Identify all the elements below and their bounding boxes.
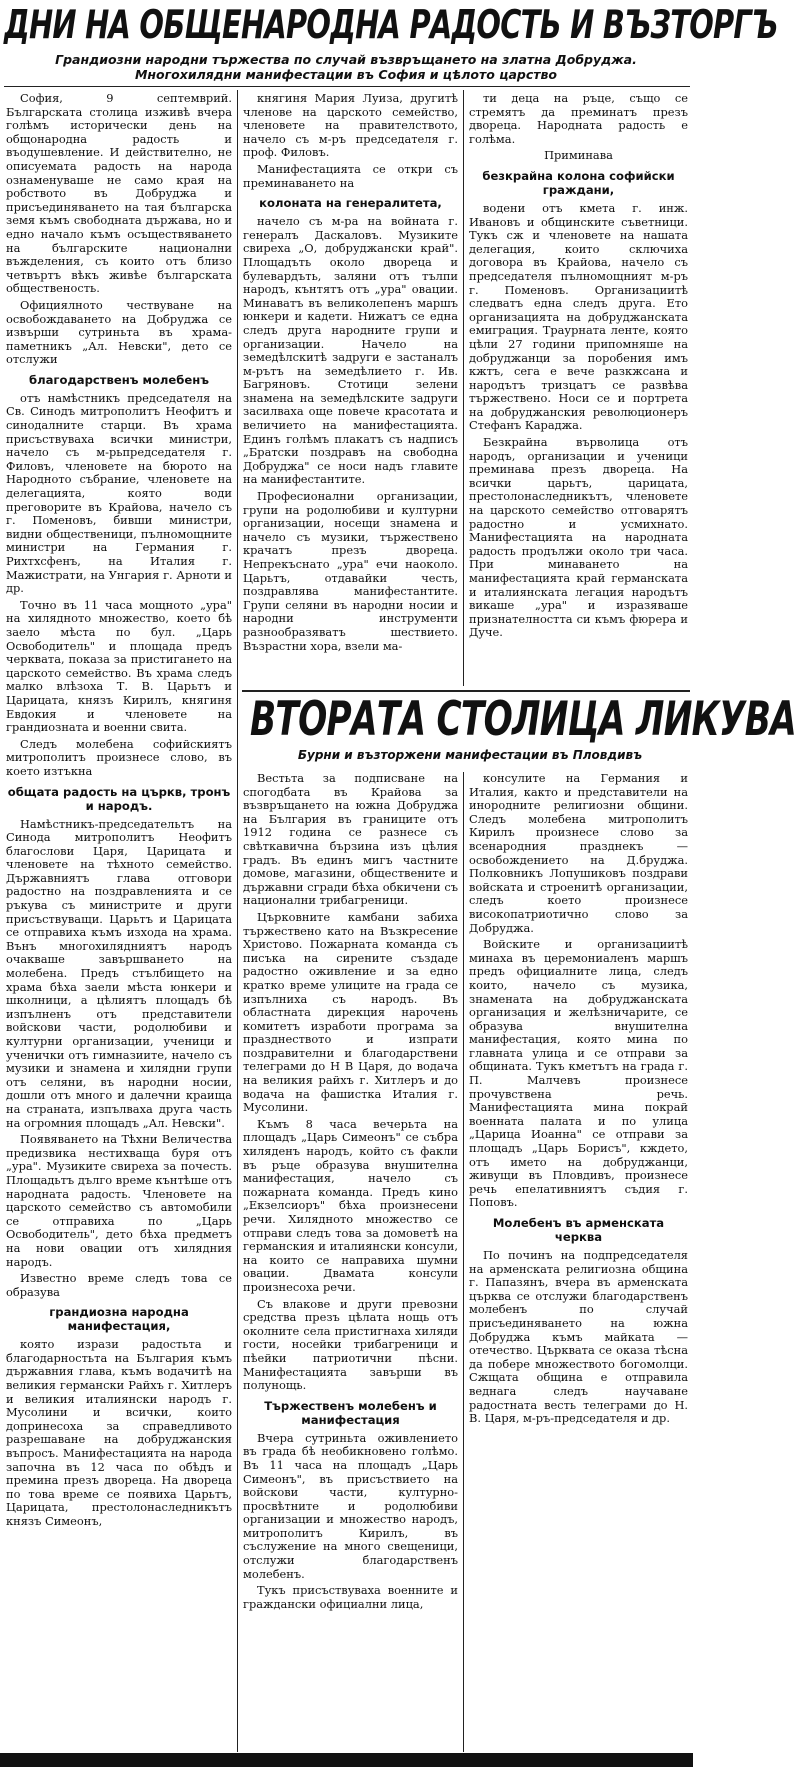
col1-paragraph: Официялното чествуване на освобождаването на Добруджа се извърши сутриньта въ храма-паметникъ „Ал. Невски", дето се отслужи <box>6 297 232 367</box>
col3-paragraph: Приминава <box>544 148 613 163</box>
main-subheadline: Грандиозни народни тържества по случай възвръщането на златна Добруджа. Многохилядни манифестации въ София и цѣлото царство <box>55 52 637 82</box>
second-headline: ВТОРАТА СТОЛИЦА ЛИКУВА <box>250 692 796 747</box>
col3-subheading: безкрайна колона софийски граждани, <box>482 168 675 197</box>
bottom-border <box>0 1753 693 1767</box>
col2-subheading: колоната на генералитета, <box>259 196 442 211</box>
col1-subheading: общата радость на църкв, тронъ и народъ. <box>7 784 231 813</box>
col1-paragraph: Следъ молебена софийскиятъ митрополитъ произнесе слово, въ което изтъкна <box>6 736 232 778</box>
column-1 <box>6 92 232 1752</box>
column-2-bottom <box>243 772 458 1752</box>
col3b-subheading: Молебенъ въ арменската черква <box>492 1216 665 1244</box>
col1-paragraph: която изрази радостьта и благодарностьта на България къмъ държавния глава, къмъ водачитѣ на великия германски Райхъ г. Хитлеръ и великия италиянски народъ г. Мусолини и всички, които допринесоха за справедливото разрешаване на добруджанския въпросъ. Манифестацията на народа започна въ 12 часа по обѣдъ и премина презъ двореца. На двореца по това време се появиха Царьтъ, Царицата, престолонаследникътъ князъ Симеонъ, <box>6 1337 232 1528</box>
col2b-paragraph: Църковните камбани забиха тържествено като на Възкресение Христово. Пожарната команда съ писъка на сирените създаде радостно оживление и за едно кратко време улиците на града се изпълниха съ народъ. Въ областната дирекция нарочень комитетъ изработи програма за празднеството и изпрати поздравителни и благодарствени телеграми до Н В Царя, до водача на великия райхъ г. Хитлеръ и до водача на фашистка Италия г. Мусолини. <box>243 909 458 1115</box>
col2b-paragraph: Тукъ присъствуваха военните и граждански официални лица, <box>243 1583 458 1611</box>
column-divider-2-top <box>463 90 464 686</box>
col2-paragraph: Професионални организации, групи на родолюбиви и културни организации, носещи знамена и начело съ музики, тържествено крачатъ презъ двореца. Непрекъснато „ура" ечи наоколо. Царьтъ, отдавайки честь, поздравлява манифестантите. Групи селяни въ народни носии и народни инструменти разнообразяватъ шествието. Възрастни хора, взели ма- <box>243 489 458 653</box>
column-divider-1 <box>237 90 238 1752</box>
col1-paragraph: София, 9 септемврий. Българската столица изживѣ вчера голѣмъ исторически день на общонародна радость и въодушевление. И действително, не описуемата радость на народа ознаменуваше не само края на робството въ Добруджа и присъединяването на тая българска земя къмъ свободната държава, но и едно начало къмъ осъществяването на българските национални въжделения, съ които отъ близо четвъртъ вѣкъ живѣе българската общественость. <box>6 91 232 296</box>
col2b-paragraph: Вестьта за подписване на спогодбата въ Крайова за възвръщането на южна Добруджа на България въ границите отъ 1912 година се разнесе съ свѣткавична бързина изъ цѣлия градъ. Въ единъ мигъ частните домове, магазини, обществените и държавни сгради бѣха обкичени съ национални трибагреници. <box>243 771 458 908</box>
col1-subheading: грандиозна народна манифестация, <box>49 1305 189 1334</box>
col1-paragraph: Появяването на Тѣхни Величества предизвика нестихваща буря отъ „ура". Музиките свиреха за почесть. Площадьтъ дълго време кънтѣше отъ народната радость. Членовете на царското семейство съ автомобили се отправиха по „Царь Освободитель", дето бѣха предметъ на нови овации отъ хилядния народъ. <box>6 1132 232 1269</box>
second-subheadline: Бурни и възторжени манифестации въ Пловдивъ <box>297 748 643 762</box>
col2b-subheading: Тържественъ молебенъ и манифестация <box>264 1398 437 1427</box>
col2b-paragraph: Вчера сутриньта оживлението въ града бѣ необикновено голѣмо. Въ 11 часа на площадъ „Царь Симеонъ", въ присъствието на войскови части, културно-просвѣтните и родолюбиви организации и множество народъ, митрополитъ Кирилъ, въ съслужение на много свещеници, отслужи благодарственъ молебенъ. <box>243 1430 458 1581</box>
column-2-top <box>243 92 458 686</box>
col3-paragraph: Безкрайна върволица отъ народъ, организации и ученици преминава презъ двореца. На всички царьтъ, царицата, престолонаследникътъ, членовете на царското семейство отговарятъ радостно и усмихнато. Манифестацията на народната радость продължи около три часа. При минаването на манифестацията край германската и италиянската легация народътъ викаше „ура" и изразяваше признателността си къмъ фюрера и Дуче. <box>469 435 688 640</box>
col2-paragraph: начело съ м-ра на войната г. генералъ Даскаловъ. Музиките свиреха „О, добруджански край". Площадъть около двореца и булевардъть, заляни отъ тълпи народъ, кънтятъ отъ „ура" овации. Минаватъ въ великолепенъ маршъ юнкери и кадети. Нижатъ се една следъ друга народните групи и организации. Начело на земедѣлскитѣ задруги е застаналъ м-рътъ на земедѣлието г. Ив. Багряновъ. Стотици зелени знамена на земедѣлските задруги засилваха още повече красотата и величието на манифестацията. Единъ голѣмъ плакатъ съ надписъ „Братски поздравъ на свободна Добруджа" се носи надъ главите на манифестантите. <box>243 214 458 487</box>
header-rule <box>4 86 690 87</box>
col3b-paragraph: Войските и организациитѣ минаха въ церемониаленъ маршъ предъ официалните лица, следъ които, начело съ музика, знамената на добруджанската организация и желѣзничарите, се образува внушителна манифестация, която мина по главната улица и се отправи за общината. Тукъ кметътъ на града г. П. Малчевъ произнесе прочувствена речь. Манифестацията мина покрай военната палата и по улица „Царица Иоанна" се отправи за площадъ „Царь Борисъ", кждето, отъ името на добруджанци, живущи въ Пловдивъ, произнесе речь епелативниятъ съдия г. Поповъ. <box>469 937 688 1210</box>
col2-paragraph: княгиня Мария Луиза, другитѣ членове на царското семейство, членовете на правителството, начело съ м-ръ председателя г. проф. Филовъ. <box>243 91 458 160</box>
column-3-bottom <box>469 772 688 1752</box>
col1-subheading: благодарственъ молебенъ <box>29 372 209 387</box>
col1-paragraph: Намѣстникъ-председательтъ на Синода митрополитъ Неофитъ благослови Царя, Царицата и членовете на тѣхното семейство. Държавниятъ глава отговори радостно на поздравленията и се ръкува съ министрите и други присъствуващи. Царьтъ и Царицата се отправиха къмъ изхода на храма. Вънъ многохилядниятъ народъ очакваше завършването на молебена. Предъ стълбището на храма бѣха заели мѣста юнкери и школници, а цѣлиятъ площадъ бѣ изпълненъ отъ представители войскови части, родолюбиви и културни организации, ученици и ученички отъ гимназиите, начело съ музики и знамена и хилядни групи отъ селяни, въ народни носии, дошли отъ много и далечни краища на страната, изпълваха друга часть на огромния площадъ „Ал. Невски". <box>6 816 232 1130</box>
col3b-paragraph: консулите на Германия и Италия, както и представители на инородните религиозни общини. Следъ молебена митрополитъ Кирилъ произнесе слово за всенародния празднекъ — освобождението на Д.бруджа. Полковникъ Лопушиковъ поздрави войската и строенитѣ организации, следъ което произнесе високопатриотично слово за Добруджа. <box>469 771 688 935</box>
col2b-paragraph: Съ влакове и други превозни средства презъ цѣлата нощь отъ околните села пристигнаха хиляди гости, носейки трибагреници и пѣейки патриотични пѣсни. Манифестацията завърши въ полунощь. <box>243 1296 458 1393</box>
col3b-paragraph: По починъ на подпредседателя на арменската религиозна община г. Папазянъ, вчера въ арменската църква се отслужи благодарственъ молебенъ по случай присъединяването на южна Добруджа къмъ майката — отечество. Църквата се оказа тѣсна да побере множеството богомолци. Сжщата община е отправила веднага следъ научаване радостната весть телеграми до Н. В. Царя, м-ръ-председателя и др. <box>469 1248 688 1426</box>
col1-paragraph: Известно време следъ това се образува <box>6 1271 232 1299</box>
col2-paragraph: Манифестацията се откри съ преминаването на <box>243 161 458 190</box>
main-headline: ДНИ НА ОБЩЕНАРОДНА РАДОСТЬ И ВЪЗТОРГЪ <box>4 3 778 48</box>
col3-paragraph: ти деца на ръце, също се стремятъ да преминатъ презъ двореца. Народната радость е голѣма. <box>469 91 688 146</box>
col1-paragraph: отъ намѣстникъ председателя на Св. Синодъ митрополитъ Неофитъ и синодалните старци. Въ храма присъствуваха всички министри, начело съ м-рьпредседателя г. Филовъ, членовете на бюрото на Народното събрание, членовете на делегацията, която води преговорите въ Крайова, начело съ г. Поменовъ, бивши министри, видни общественици, пълномощните министри на Германия г. Рихтхсфенъ, на Италия г. Мажистрати, на Унгария г. Арноти и др. <box>6 390 232 596</box>
col1-paragraph: Точно въ 11 часа мощното „ура" на хилядното множество, което бѣ заело мѣста по бул. „Царь Освободитель" и площада предъ черквата, показа за пристигането на царското семейство. Въ храма следъ малко влѣзоха Т. В. Царьтъ и Царицата, князъ Кирилъ, княгиня Евдокия и членовете на грандиозната и военни свита. <box>6 597 232 735</box>
col3-paragraph: водени отъ кмета г. инж. Ивановъ и общинските съветници. Тукъ сж и членовете на нашата делегация, които сключиха договора въ Крайова, начело съ председателя пълномощният м-ръ г. Поменовъ. Организациитѣ следватъ една следъ друга. Ето организацията на добруджанската емиграция. Траурната ленте, която цѣли 27 години припомняше на добруджанци за поробения имъ кжтъ, сега е вече разкжсана и народътъ тризцатъ се развѣва тържествено. Носи се и портрета на добруджанския революционеръ Стефанъ Караджа. <box>469 200 688 433</box>
column-divider-2-bottom <box>463 772 464 1752</box>
col2b-paragraph: Къмъ 8 часа вечерьта на площадъ „Царь Симеонъ" се събра хиляденъ народъ, който съ факли въ ръце образува внушителна манифестация, начело съ пожарната команда. Предъ кино „Екзелсиоръ" бѣха произнесени речи. Хилядното множество се отправи следъ това за домоветѣ на германския и италиянски консули, на които се направиха шумни овации. Двамата консули произнесоха речи. <box>243 1116 458 1294</box>
column-3-top <box>469 92 688 686</box>
